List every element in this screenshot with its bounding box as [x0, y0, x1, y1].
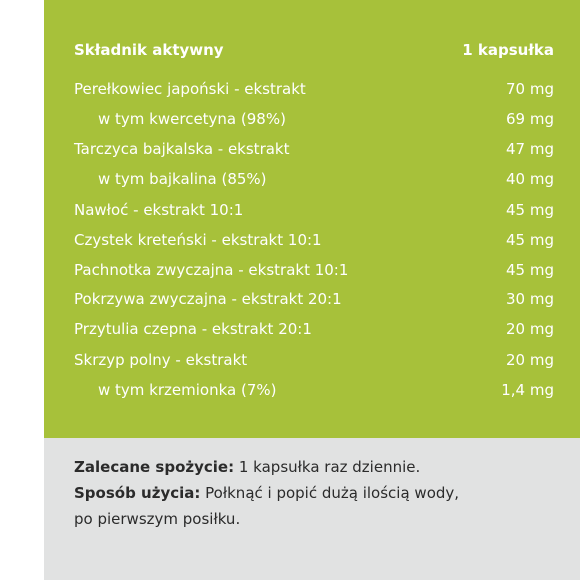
ingredient-name: Tarczyca bajkalska - ekstrakt	[74, 140, 290, 158]
ingredient-name: Pokrzywa zwyczajna - ekstrakt 20:1	[74, 290, 342, 308]
ingredient-name: Nawłoć - ekstrakt 10:1	[74, 201, 244, 219]
usage-section	[44, 438, 580, 580]
ingredient-amount: 45 mg	[506, 231, 554, 249]
ingredient-amount: 1,4 mg	[501, 381, 554, 399]
method-line	[74, 482, 459, 504]
dosage-line	[74, 456, 420, 478]
ingredient-name: w tym krzemionka (7%)	[98, 381, 277, 399]
ingredient-amount: 20 mg	[506, 351, 554, 369]
ingredient-name: Pachnotka zwyczajna - ekstrakt 10:1	[74, 261, 349, 279]
table-row	[74, 317, 554, 341]
method-text: Połknąć i popić dużą ilością wody,	[205, 484, 460, 502]
ingredient-name: Przytulia czepna - ekstrakt 20:1	[74, 320, 312, 338]
table-header	[74, 41, 554, 61]
ingredient-amount: 45 mg	[506, 201, 554, 219]
table-row	[74, 137, 554, 161]
table-row	[74, 287, 554, 311]
table-row	[74, 378, 554, 402]
header-amount: 1 kapsułka	[462, 41, 554, 59]
method-line-2	[74, 508, 240, 530]
table-row	[74, 107, 554, 131]
ingredient-amount: 70 mg	[506, 80, 554, 98]
ingredient-amount: 40 mg	[506, 170, 554, 188]
method-label: Sposób użycia:	[74, 484, 201, 502]
dosage-label: Zalecane spożycie:	[74, 458, 235, 476]
ingredient-amount: 30 mg	[506, 290, 554, 308]
table-row	[74, 77, 554, 101]
ingredient-name: Skrzyp polny - ekstrakt	[74, 351, 248, 369]
table-row	[74, 258, 554, 282]
header-ingredient: Składnik aktywny	[74, 41, 224, 59]
ingredient-amount: 69 mg	[506, 110, 554, 128]
table-row	[74, 228, 554, 252]
ingredient-amount: 47 mg	[506, 140, 554, 158]
ingredients-section	[44, 0, 580, 438]
ingredient-amount: 20 mg	[506, 320, 554, 338]
ingredient-name: Czystek kreteński - ekstrakt 10:1	[74, 231, 322, 249]
dosage-text: 1 kapsułka raz dziennie.	[238, 458, 421, 476]
table-row	[74, 167, 554, 191]
table-row	[74, 198, 554, 222]
ingredient-name: Perełkowiec japoński - ekstrakt	[74, 80, 306, 98]
supplement-facts-panel	[44, 0, 580, 580]
ingredient-amount: 45 mg	[506, 261, 554, 279]
ingredient-name: w tym bajkalina (85%)	[98, 170, 267, 188]
method-text-continued: po pierwszym posiłku.	[74, 510, 241, 528]
table-row	[74, 348, 554, 372]
ingredient-name: w tym kwercetyna (98%)	[98, 110, 286, 128]
